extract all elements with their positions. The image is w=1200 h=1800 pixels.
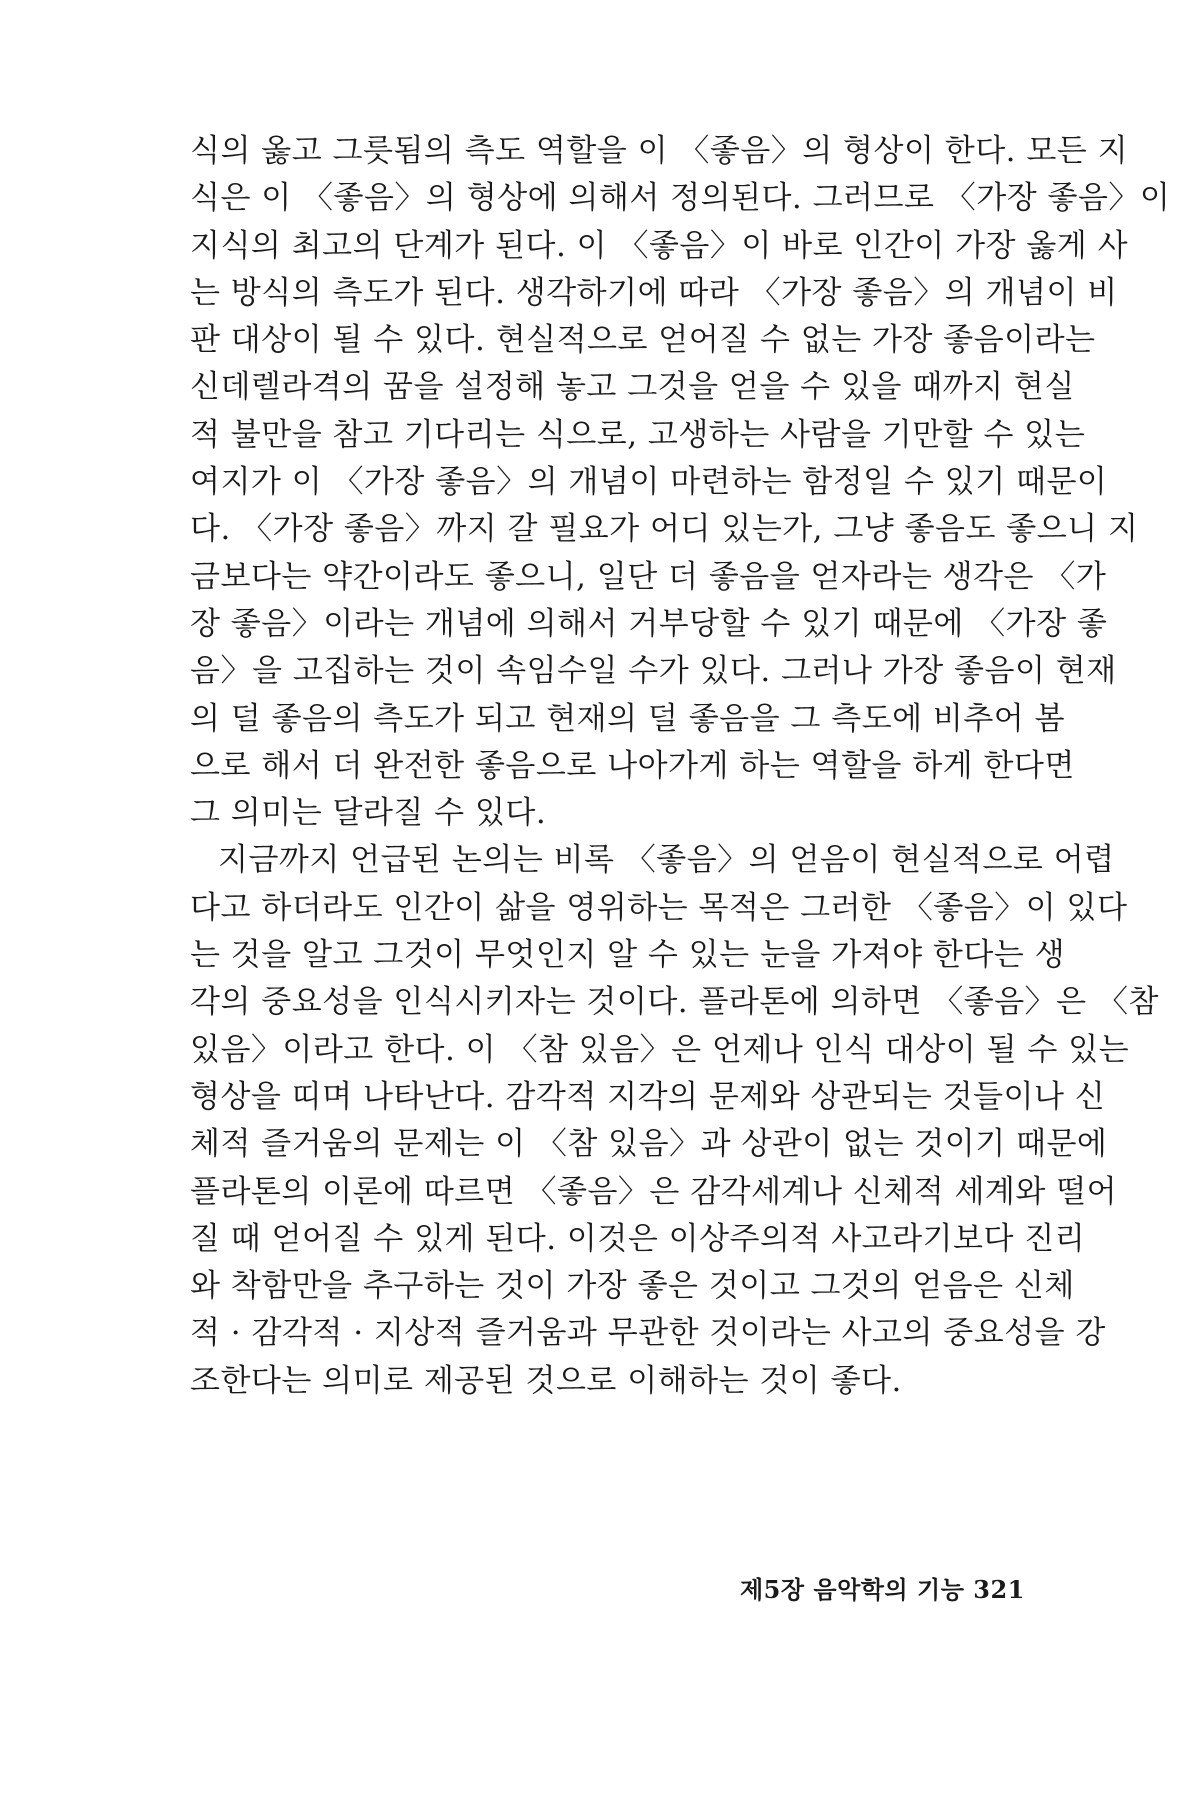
text-line: 플라톤의 이론에 따르면 〈좋음〉은 감각세계나 신체적 세계와 떨어: [190, 1173, 1118, 1210]
text-line: 신데렐라격의 꿈을 설정해 놓고 그것을 얻을 수 있을 때까지 현실: [190, 369, 1075, 406]
page-footer: [740, 1570, 1025, 1605]
text-line: 각의 중요성을 인식시키자는 것이다. 플라톤에 의하면 〈좋음〉은 〈참: [190, 984, 1159, 1021]
text-line: 의 덜 좋음의 측도가 되고 현재의 덜 좋음을 그 측도에 비추어 봄: [190, 700, 1066, 737]
text-line: 지식의 최고의 단계가 된다. 이 〈좋음〉이 바로 인간이 가장 옳게 사: [190, 227, 1129, 264]
paragraph-2: [190, 837, 1159, 1405]
text-line: 적 불만을 참고 기다리는 식으로, 고생하는 사람을 기만할 수 있는: [190, 416, 1086, 453]
text-line: 형상을 띠며 나타난다. 감각적 지각의 문제와 상관되는 것들이나 신: [190, 1078, 1106, 1115]
text-line: 다. 〈가장 좋음〉까지 갈 필요가 어디 있는가, 그냥 좋음도 좋으니 지: [190, 511, 1139, 548]
text-line: 여지가 이 〈가장 좋음〉의 개념이 마련하는 함정일 수 있기 때문이: [190, 464, 1108, 501]
body-text: [190, 128, 1171, 1405]
paragraph-1: [190, 128, 1171, 837]
text-line: 으로 해서 더 완전한 좋음으로 나아가게 하는 역할을 하게 한다면: [190, 747, 1075, 784]
text-line: 와 착함만을 추구하는 것이 가장 좋은 것이고 그것의 얻음은 신체: [190, 1268, 1075, 1305]
text-line: 는 방식의 측도가 된다. 생각하기에 따라 〈가장 좋음〉의 개념이 비: [190, 274, 1118, 311]
text-line: 조한다는 의미로 제공된 것으로 이해하는 것이 좋다.: [190, 1362, 902, 1399]
text-line: 는 것을 알고 그것이 무엇인지 알 수 있는 눈을 가져야 한다는 생: [190, 937, 1066, 974]
text-line: 판 대상이 될 수 있다. 현실적으로 얻어질 수 없는 가장 좋음이라는: [190, 322, 1096, 359]
text-line: 지금까지 언급된 논의는 비록 〈좋음〉의 얻음이 현실적으로 어렵: [218, 842, 1115, 879]
text-line: 그 의미는 달라질 수 있다.: [190, 795, 547, 832]
text-line: 장 좋음〉이라는 개념에 의해서 거부당할 수 있기 때문에 〈가장 좋: [190, 605, 1108, 642]
running-head: 제5장 음악학의 기능: [740, 1575, 965, 1604]
text-line: 적 · 감각적 · 지상적 즐거움과 무관한 것이라는 사고의 중요성을 강: [190, 1315, 1106, 1352]
text-line: 질 때 얻어질 수 있게 된다. 이것은 이상주의적 사고라기보다 진리: [190, 1220, 1086, 1257]
text-line: 음〉을 고집하는 것이 속임수일 수가 있다. 그러나 가장 좋음이 현재: [190, 653, 1117, 690]
text-line: 금보다는 약간이라도 좋으니, 일단 더 좋음을 얻자라는 생각은 〈가: [190, 558, 1107, 595]
text-line: 체적 즐거움의 문제는 이 〈참 있음〉과 상관이 없는 것이기 때문에: [190, 1126, 1108, 1163]
text-line: 식의 옳고 그릇됨의 측도 역할을 이 〈좋음〉의 형상이 한다. 모든 지: [190, 133, 1129, 169]
text-line: 있음〉이라고 한다. 이 〈참 있음〉은 언제나 인식 대상이 될 수 있는: [190, 1031, 1130, 1068]
text-line: 식은 이 〈좋음〉의 형상에 의해서 정의된다. 그러므로 〈가장 좋음〉이: [190, 180, 1171, 217]
text-line: 다고 하더라도 인간이 삶을 영위하는 목적은 그러한 〈좋음〉이 있다: [190, 889, 1128, 926]
page-number: 321: [973, 1575, 1025, 1604]
